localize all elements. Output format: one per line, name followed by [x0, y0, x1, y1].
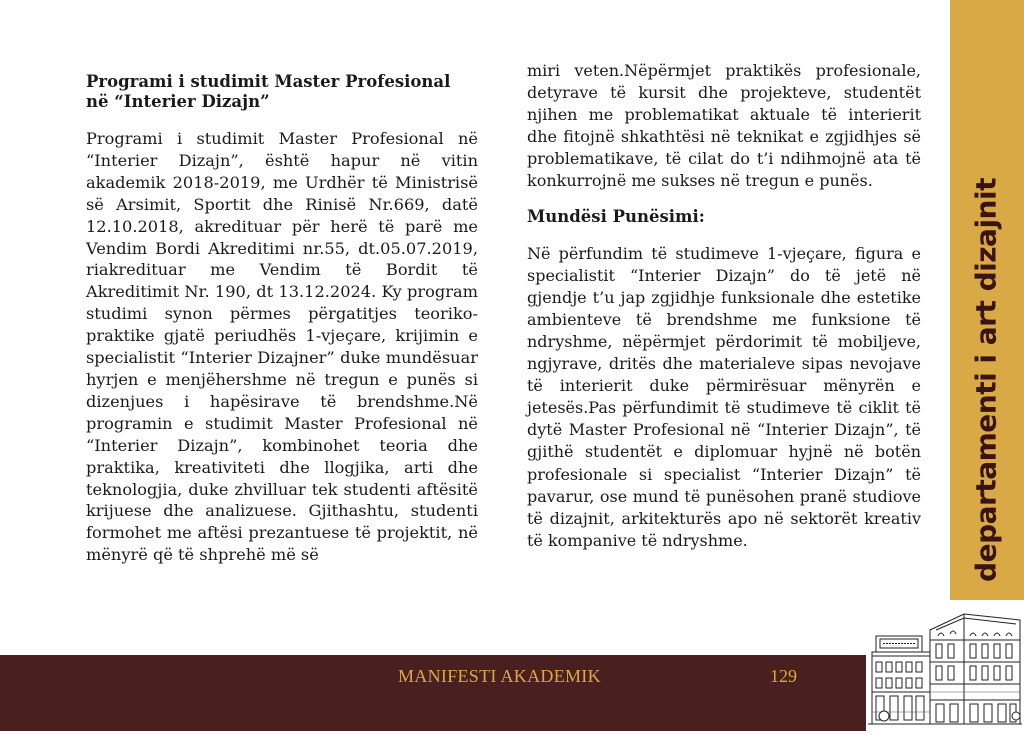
page-number: 129: [770, 666, 797, 686]
employment-heading: Mundësi Punësimi:: [527, 206, 705, 226]
section-heading: [86, 72, 478, 112]
department-label: departamenti i art dizajnit: [969, 178, 1003, 582]
left-column: [86, 72, 478, 566]
program-description-continued: miri veten.Nëpërmjet praktikës profesionale, detyrave të kursit dhe projekteve, studentët njihen me problematikat aktuale të interierit dhe fitojnë shkathtësi në teknikat e zgjidhjes së problematikave, të cilat do t’i ndihmojnë ata të konkurrojnë me sukses në tregun e punës.: [527, 61, 921, 191]
footer-title: MANIFESTI AKADEMIK: [398, 666, 601, 686]
program-description: Programi i studimit Master Profesional në “Interier Dizajn”, është hapur në vitin akademik 2018-2019, me Urdhër të Ministrisë së Arsimit, Sportit dhe Rinisë Nr.669, datë 12.10.2018, akredituar për herë të parë me Vendim Bordi Akreditimi nr.55, dt.05.07.2019, riakredituar me Vendim të Bordit të Akreditimit Nr. 190, dt 13.12.2024. Ky program studimi synon përmes përgatitjes teoriko-praktike gjatë periudhës 1-vjeçare, krijimin e specialistit “Interier Dizajner” duke mundësuar hyrjen e menjëhershme në tregun e punës si dizenjues i hapësirave të brendshme.Në programin e studimit Master Profesional në “Interier Dizajn”, kombinohet teoria dhe praktika, kreativiteti dhe llogjika, arti dhe teknologjia, duke zhvilluar tek studenti aftësitë krijuese dhe analizuese. Gjithashtu, studenti formohet me aftësi prezantuese të projektit, në mënyrë që të shprehë më së: [86, 129, 478, 565]
employment-description: Në përfundim të studimeve 1-vjeçare, figura e specialistit “Interier Dizajn” do të jetë në gjendje t’u jap zgjidhje funksionale dhe estetike ambienteve të brendshme me funksione të ndryshme, nëpërmjet përdorimit të mobiljeve, ngjyrave, dritës dhe materialeve sipas nevojave të interierit duke përmirësuar mënyrën e jetesës.Pas përfundimit të studimeve të ciklit të dytë Master Profesional në “Interier Dizajn”, të gjithë studentët e diplomuar hyjnë në botën profesionale si specialist “Interier Dizajn” të pavarur, ose mund të punësohen pranë studiove të dizajnit, arkitekturës apo në sektorët kreativ të kompanive të ndryshme.: [527, 243, 921, 550]
heading-line-2: në “Interier Dizajn”: [86, 92, 270, 111]
right-column: [527, 60, 921, 552]
heading-line-1: Programi i studimit Master Profesional: [86, 72, 451, 91]
building-icon: [866, 600, 1024, 731]
